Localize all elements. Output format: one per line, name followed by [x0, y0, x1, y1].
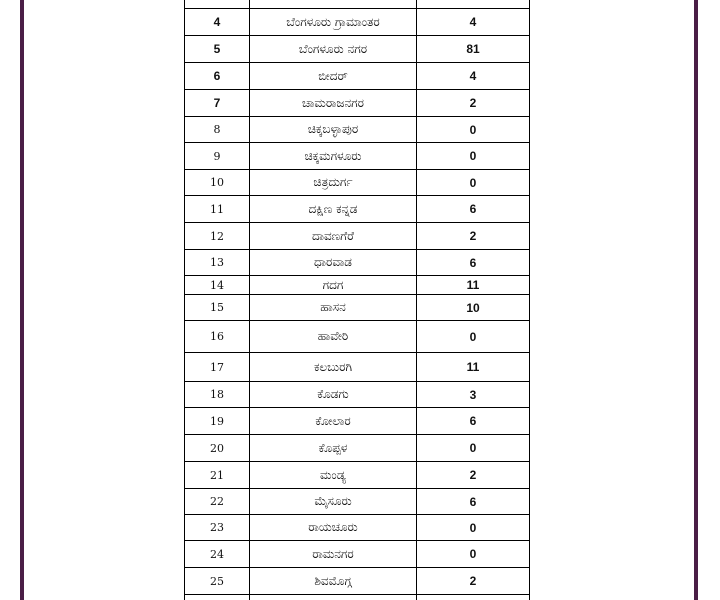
- count-cell: 2: [417, 90, 530, 117]
- district-name-cell: ಮೈಸೂರು: [250, 489, 417, 515]
- table-row: [185, 568, 530, 595]
- table-row: [185, 595, 530, 600]
- serial-number-cell: 12: [185, 223, 250, 250]
- serial-number-cell: 20: [185, 435, 250, 462]
- table-row: [185, 382, 530, 408]
- district-name-cell: ಶಿವಮೊಗ್ಗ: [250, 568, 417, 595]
- count-cell: 0: [417, 435, 530, 462]
- serial-number-cell: 9: [185, 143, 250, 170]
- serial-number-cell: 18: [185, 382, 250, 408]
- serial-number-cell: 25: [185, 568, 250, 595]
- district-name-cell: ಬೆಂಗಳೂರು ನಗರ: [250, 36, 417, 63]
- table-row: [185, 196, 530, 223]
- district-name-cell: ಚಾಮರಾಜನಗರ: [250, 90, 417, 117]
- page-border-left: [20, 0, 24, 600]
- table-row: [185, 250, 530, 276]
- table-row: [185, 408, 530, 435]
- district-name-cell: [250, 595, 417, 600]
- district-name-cell: ಹಾಸನ: [250, 295, 417, 321]
- district-name-cell: ಚಿಕ್ಕಮಗಳೂರು: [250, 143, 417, 170]
- count-cell: 81: [417, 36, 530, 63]
- table-row: [185, 9, 530, 36]
- table-body: [185, 0, 530, 600]
- district-name-cell: ಕೊಡಗು: [250, 382, 417, 408]
- table-row: [185, 36, 530, 63]
- district-name-cell: ಚಿತ್ರದುರ್ಗ: [250, 170, 417, 196]
- table-row: [185, 462, 530, 489]
- district-name-cell: ಗದಗ: [250, 276, 417, 295]
- table-row: [185, 515, 530, 541]
- serial-number-cell: [185, 595, 250, 600]
- table-row: [185, 353, 530, 382]
- count-cell: 6: [417, 250, 530, 276]
- serial-number-cell: 6: [185, 63, 250, 90]
- serial-number-cell: 22: [185, 489, 250, 515]
- page-border-right: [694, 0, 698, 600]
- district-name-cell: ರಾಮನಗರ: [250, 541, 417, 568]
- serial-number-cell: 13: [185, 250, 250, 276]
- count-cell: 2: [417, 462, 530, 489]
- serial-number-cell: 16: [185, 321, 250, 353]
- count-cell: 3: [417, 382, 530, 408]
- district-name-cell: ಕಲಬುರಗಿ: [250, 353, 417, 382]
- table-row: [185, 223, 530, 250]
- table-row: [185, 321, 530, 353]
- serial-number-cell: 19: [185, 408, 250, 435]
- district-name-cell: [250, 0, 417, 9]
- count-cell: 11: [417, 353, 530, 382]
- serial-number-cell: 11: [185, 196, 250, 223]
- table-row: [185, 90, 530, 117]
- serial-number-cell: 14: [185, 276, 250, 295]
- count-cell: [417, 595, 530, 600]
- serial-number-cell: 10: [185, 170, 250, 196]
- table-row: [185, 170, 530, 196]
- count-cell: 2: [417, 223, 530, 250]
- table-row: [185, 541, 530, 568]
- table-row: [185, 143, 530, 170]
- serial-number-cell: [185, 0, 250, 9]
- district-name-cell: ಚಿಕ್ಕಬಳ್ಳಾಪುರ: [250, 117, 417, 143]
- count-cell: 0: [417, 170, 530, 196]
- district-name-cell: ದಾವಣಗೆರೆ: [250, 223, 417, 250]
- serial-number-cell: 24: [185, 541, 250, 568]
- district-name-cell: ಕೋಲಾರ: [250, 408, 417, 435]
- district-name-cell: ಧಾರವಾಡ: [250, 250, 417, 276]
- table-row: [185, 295, 530, 321]
- table-row: [185, 276, 530, 295]
- count-cell: 0: [417, 321, 530, 353]
- serial-number-cell: 17: [185, 353, 250, 382]
- serial-number-cell: 15: [185, 295, 250, 321]
- count-cell: 6: [417, 196, 530, 223]
- table-row: [185, 63, 530, 90]
- district-table: [184, 0, 530, 600]
- count-cell: 4: [417, 9, 530, 36]
- serial-number-cell: 5: [185, 36, 250, 63]
- table-row: [185, 0, 530, 9]
- count-cell: 11: [417, 276, 530, 295]
- serial-number-cell: 21: [185, 462, 250, 489]
- count-cell: [417, 0, 530, 9]
- count-cell: 0: [417, 143, 530, 170]
- district-name-cell: ಬೆಂಗಳೂರು ಗ್ರಾಮಾಂತರ: [250, 9, 417, 36]
- count-cell: 6: [417, 408, 530, 435]
- serial-number-cell: 23: [185, 515, 250, 541]
- district-name-cell: ಹಾವೇರಿ: [250, 321, 417, 353]
- district-name-cell: ಮಂಡ್ಯ: [250, 462, 417, 489]
- table-row: [185, 489, 530, 515]
- serial-number-cell: 7: [185, 90, 250, 117]
- table-row: [185, 435, 530, 462]
- serial-number-cell: 4: [185, 9, 250, 36]
- count-cell: 10: [417, 295, 530, 321]
- count-cell: 0: [417, 117, 530, 143]
- district-name-cell: ರಾಯಚೂರು: [250, 515, 417, 541]
- table-row: [185, 117, 530, 143]
- count-cell: 2: [417, 568, 530, 595]
- serial-number-cell: 8: [185, 117, 250, 143]
- district-name-cell: ದಕ್ಷಿಣ ಕನ್ನಡ: [250, 196, 417, 223]
- count-cell: 6: [417, 489, 530, 515]
- district-name-cell: ಬೀದರ್: [250, 63, 417, 90]
- district-name-cell: ಕೊಪ್ಪಳ: [250, 435, 417, 462]
- count-cell: 4: [417, 63, 530, 90]
- count-cell: 0: [417, 541, 530, 568]
- count-cell: 0: [417, 515, 530, 541]
